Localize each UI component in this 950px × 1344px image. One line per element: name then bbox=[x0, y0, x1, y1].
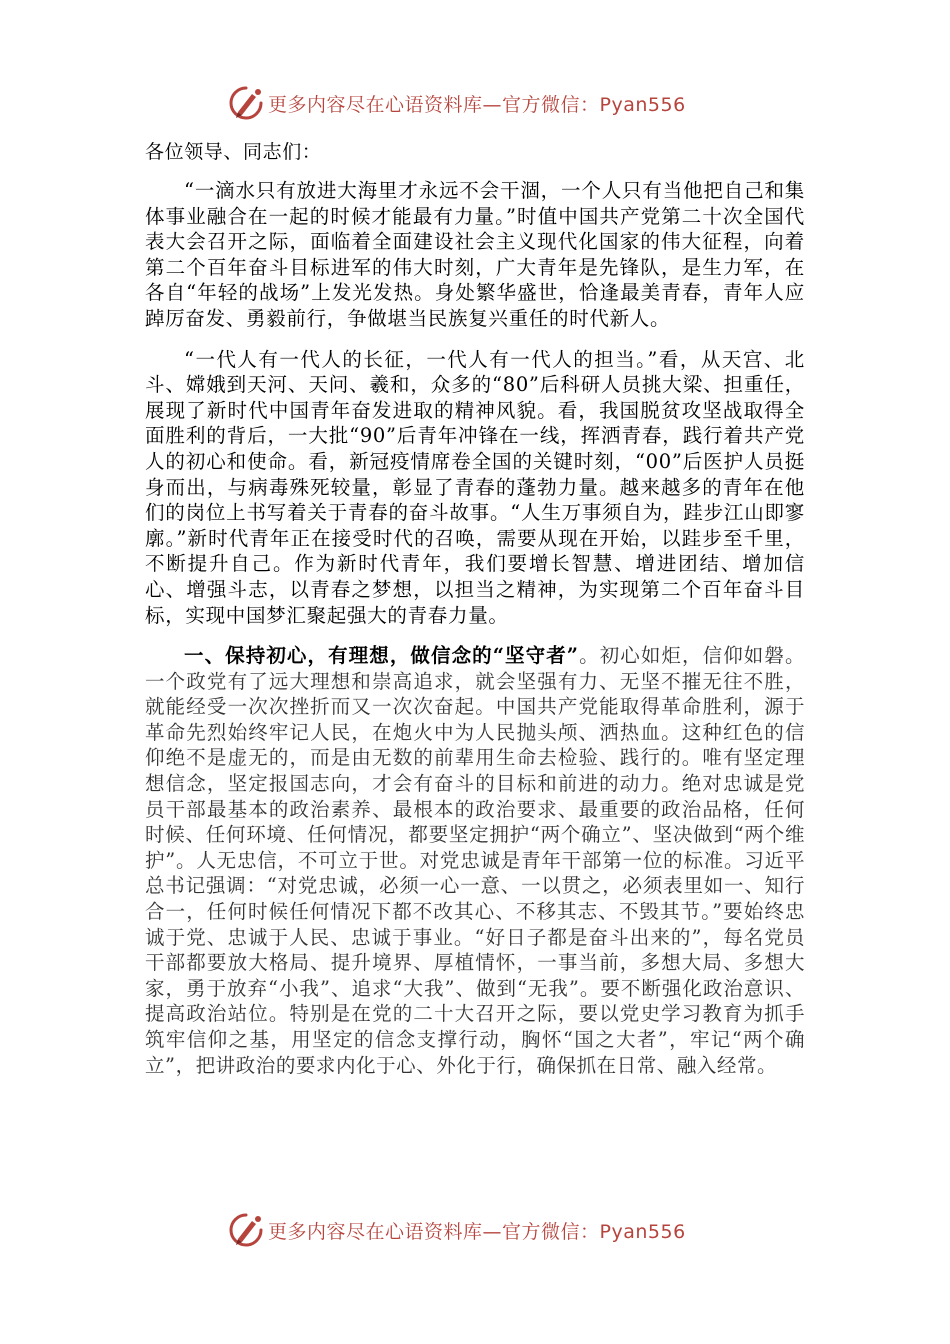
header-watermark-text: 更多内容尽在心语资料库—官方微信：Pyan556 bbox=[268, 93, 686, 116]
section-1-heading: 一、保持初心，有理想，做信念的“坚守者” bbox=[184, 644, 579, 668]
paragraph-2: “一代人有一代人的长征，一代人有一代人的担当。”看，从天宫、北斗、嫦娥到天河、天问、羲和，众多的“80”后科研人员挑大梁、担重任，展现了新时代中国青年奋发进取的精神风貌。看，我国脱贫攻坚战取得全面胜利的背后，一大批“90”后青年冲锋在一线，挥洒青春，践行着共产党人的初心和使命。看，新冠疫情席卷全国的关键时刻，“00”后医护人员挺身而出，与病毒殊死较量，彰显了青春的蓬勃力量。越来越多的青年在他们的岗位上书写着关于青春的奋斗故事。“人生万事须自为，跬步江山即寥廓。”新时代青年正在接受时代的召唤，需要从现在开始，以跬步至千里，不断提升自己。作为新时代青年，我们要增长智慧、增进团结、增加信心、增强斗志，以青春之梦想，以担当之精神，为实现第二个百年奋斗目标，实现中国梦汇聚起强大的青春力量。 bbox=[145, 347, 805, 627]
footer-watermark-text: 更多内容尽在心语资料库—官方微信：Pyan556 bbox=[268, 1220, 686, 1243]
section-1-paragraph bbox=[145, 643, 805, 1078]
salutation: 各位领导、同志们： bbox=[145, 141, 322, 163]
section-1-body: 。初心如炬，信仰如磐。一个政党有了远大理想和崇高追求，就会坚强有力、无坚不摧无往不胜，就能经受一次次挫折而又一次次奋起。中国共产党能取得革命胜利，源于革命先烈始终牢记人民，在炮火中为人民抛头颅、洒热血。这种红色的信仰绝不是虚无的，而是由无数的前辈用生命去检验、践行的。唯有坚定理想信念，坚定报国志向，才会有奋斗的目标和前进的动力。绝对忠诚是党员干部最基本的政治素养、最根本的政治要求、最重要的政治品格，任何时候、任何环境、任何情况，都要坚定拥护“两个确立”、坚决做到“两个维护”。人无忠信，不可立于世。对党忠诚是青年干部第一位的标准。习近平总书记强调：“对党忠诚，必须一心一意、一以贯之，必须表里如一、知行合一，任何时候任何情况下都不改其心、不移其志、不毁其节。”要始终忠诚于党、忠诚于人民、忠诚于事业。“好日子都是奋斗出来的”，每名党员干部都要放大格局、提升境界、厚植情怀，一事当前，多想大局、多想大家，勇于放弃“小我”、追求“大我”、做到“无我”。要不断强化政治意识、提高政治站位。特别是在党的二十大召开之际，要以党史学习教育为抓手筑牢信仰之基，用坚定的信念支撑行动，胸怀“国之大者”，牢记“两个确立”，把讲政治的要求内化于心、外化于行，确保抓在日常、融入经常。 bbox=[145, 644, 805, 1077]
footer-watermark-banner bbox=[228, 1210, 686, 1250]
paragraph-1: “一滴水只有放进大海里才永远不会干涸，一个人只有当他把自己和集体事业融合在一起的时候才能最有力量。”时值中国共产党第二十次全国代表大会召开之际，面临着全面建设社会主义现代化国家的伟大征程，向着第二个百年奋斗目标进军的伟大时刻，广大青年是先锋队，是生力军，在各自“年轻的战场”上发光发热。身处繁华盛世，恰逢最美青春，青年人应踔厉奋发、勇毅前行，争做堪当民族复兴重任的时代新人。 bbox=[145, 179, 805, 330]
pen-circle-logo-icon bbox=[228, 85, 264, 121]
pen-circle-logo-icon bbox=[228, 1212, 264, 1248]
header-watermark-banner bbox=[228, 83, 686, 123]
document-body bbox=[145, 138, 805, 1093]
